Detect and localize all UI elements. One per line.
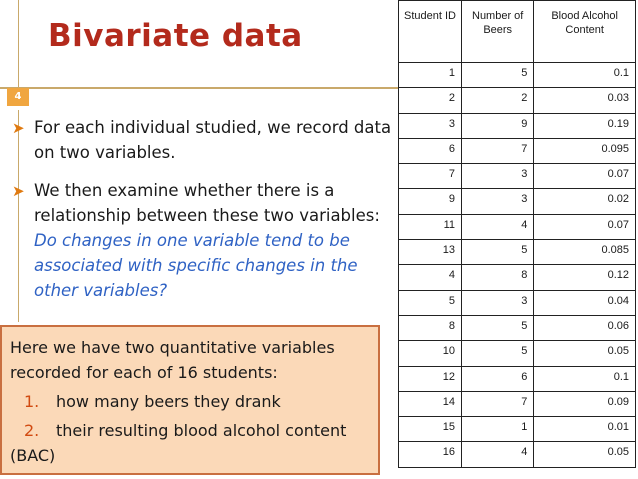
table-cell: 0.085 bbox=[534, 240, 636, 265]
table-cell: 0.19 bbox=[534, 113, 636, 138]
table-row bbox=[399, 189, 636, 214]
table-cell: 6 bbox=[462, 366, 534, 391]
table-cell: 0.06 bbox=[534, 315, 636, 340]
table-cell: 0.07 bbox=[534, 214, 636, 239]
table-cell: 5 bbox=[399, 290, 462, 315]
left-rule bbox=[18, 0, 19, 88]
table-cell: 5 bbox=[462, 63, 534, 88]
table-row bbox=[399, 164, 636, 189]
table-row bbox=[399, 265, 636, 290]
table-cell: 5 bbox=[462, 341, 534, 366]
table-row bbox=[399, 290, 636, 315]
title-divider bbox=[0, 87, 398, 89]
slide-number: 4 bbox=[7, 88, 29, 106]
table-cell: 4 bbox=[462, 214, 534, 239]
table-cell: 0.05 bbox=[534, 442, 636, 467]
table-row bbox=[399, 391, 636, 416]
bullet-item bbox=[12, 115, 392, 165]
table-cell: 8 bbox=[399, 315, 462, 340]
table-cell: 16 bbox=[399, 442, 462, 467]
table-cell: 0.1 bbox=[534, 63, 636, 88]
table-cell: 7 bbox=[462, 391, 534, 416]
table-cell: 0.03 bbox=[534, 88, 636, 113]
table-row bbox=[399, 417, 636, 442]
table-cell: 9 bbox=[462, 113, 534, 138]
bullet-list bbox=[12, 115, 392, 316]
table-cell: 3 bbox=[399, 113, 462, 138]
table-cell: 15 bbox=[399, 417, 462, 442]
table-row bbox=[399, 442, 636, 467]
note-intro: Here we have two quantitative variables recorded for each of 16 students: bbox=[10, 338, 335, 382]
table-cell: 1 bbox=[462, 417, 534, 442]
table-row bbox=[399, 214, 636, 239]
column-header: Student ID bbox=[399, 1, 462, 63]
table-cell: 0.01 bbox=[534, 417, 636, 442]
note-item-number: 1. bbox=[24, 392, 40, 411]
table-cell: 14 bbox=[399, 391, 462, 416]
bullet-item bbox=[12, 178, 392, 303]
table-cell: 3 bbox=[462, 189, 534, 214]
table-cell: 0.05 bbox=[534, 341, 636, 366]
table-cell: 0.04 bbox=[534, 290, 636, 315]
table-cell: 9 bbox=[399, 189, 462, 214]
table-cell: 3 bbox=[462, 164, 534, 189]
note-item bbox=[10, 418, 370, 468]
table-cell: 0.12 bbox=[534, 265, 636, 290]
table-cell: 7 bbox=[399, 164, 462, 189]
note-item bbox=[10, 389, 370, 414]
table-cell: 2 bbox=[399, 88, 462, 113]
table-cell: 12 bbox=[399, 366, 462, 391]
data-table bbox=[398, 0, 636, 468]
table-cell: 3 bbox=[462, 290, 534, 315]
table-cell: 0.1 bbox=[534, 366, 636, 391]
column-header: Number of Beers bbox=[462, 1, 534, 63]
table-row bbox=[399, 366, 636, 391]
table-cell: 10 bbox=[399, 341, 462, 366]
table-body bbox=[399, 63, 636, 468]
table-cell: 13 bbox=[399, 240, 462, 265]
table-row bbox=[399, 138, 636, 163]
note-item-text: how many beers they drank bbox=[56, 392, 281, 411]
table-cell: 0.02 bbox=[534, 189, 636, 214]
bullet-emphasis: Do changes in one variable tend to be associated with specific changes in the other variables? bbox=[34, 231, 358, 300]
table-row bbox=[399, 88, 636, 113]
table-header-row bbox=[399, 1, 636, 63]
table-cell: 5 bbox=[462, 240, 534, 265]
note-box bbox=[0, 325, 380, 475]
table-cell: 8 bbox=[462, 265, 534, 290]
table-row bbox=[399, 113, 636, 138]
table-cell: 2 bbox=[462, 88, 534, 113]
note-item-text: their resulting blood alcohol content (BAC) bbox=[10, 421, 347, 465]
arrow-bullet-icon: ➤ bbox=[12, 182, 25, 200]
table-row bbox=[399, 63, 636, 88]
slide-title: Bivariate data bbox=[48, 18, 303, 54]
table-cell: 0.095 bbox=[534, 138, 636, 163]
table-cell: 0.09 bbox=[534, 391, 636, 416]
bullet-text: For each individual studied, we record data on two variables. bbox=[34, 118, 392, 162]
table-cell: 1 bbox=[399, 63, 462, 88]
table-cell: 4 bbox=[462, 442, 534, 467]
column-header: Blood Alcohol Content bbox=[534, 1, 636, 63]
table-row bbox=[399, 240, 636, 265]
table-row bbox=[399, 315, 636, 340]
bullet-text: We then examine whether there is a relationship between these two variables: bbox=[34, 181, 380, 225]
table-cell: 4 bbox=[399, 265, 462, 290]
table-cell: 11 bbox=[399, 214, 462, 239]
table-cell: 0.07 bbox=[534, 164, 636, 189]
note-item-number: 2. bbox=[24, 421, 40, 440]
table-cell: 5 bbox=[462, 315, 534, 340]
arrow-bullet-icon: ➤ bbox=[12, 119, 25, 137]
table-row bbox=[399, 341, 636, 366]
table-cell: 6 bbox=[399, 138, 462, 163]
table-cell: 7 bbox=[462, 138, 534, 163]
